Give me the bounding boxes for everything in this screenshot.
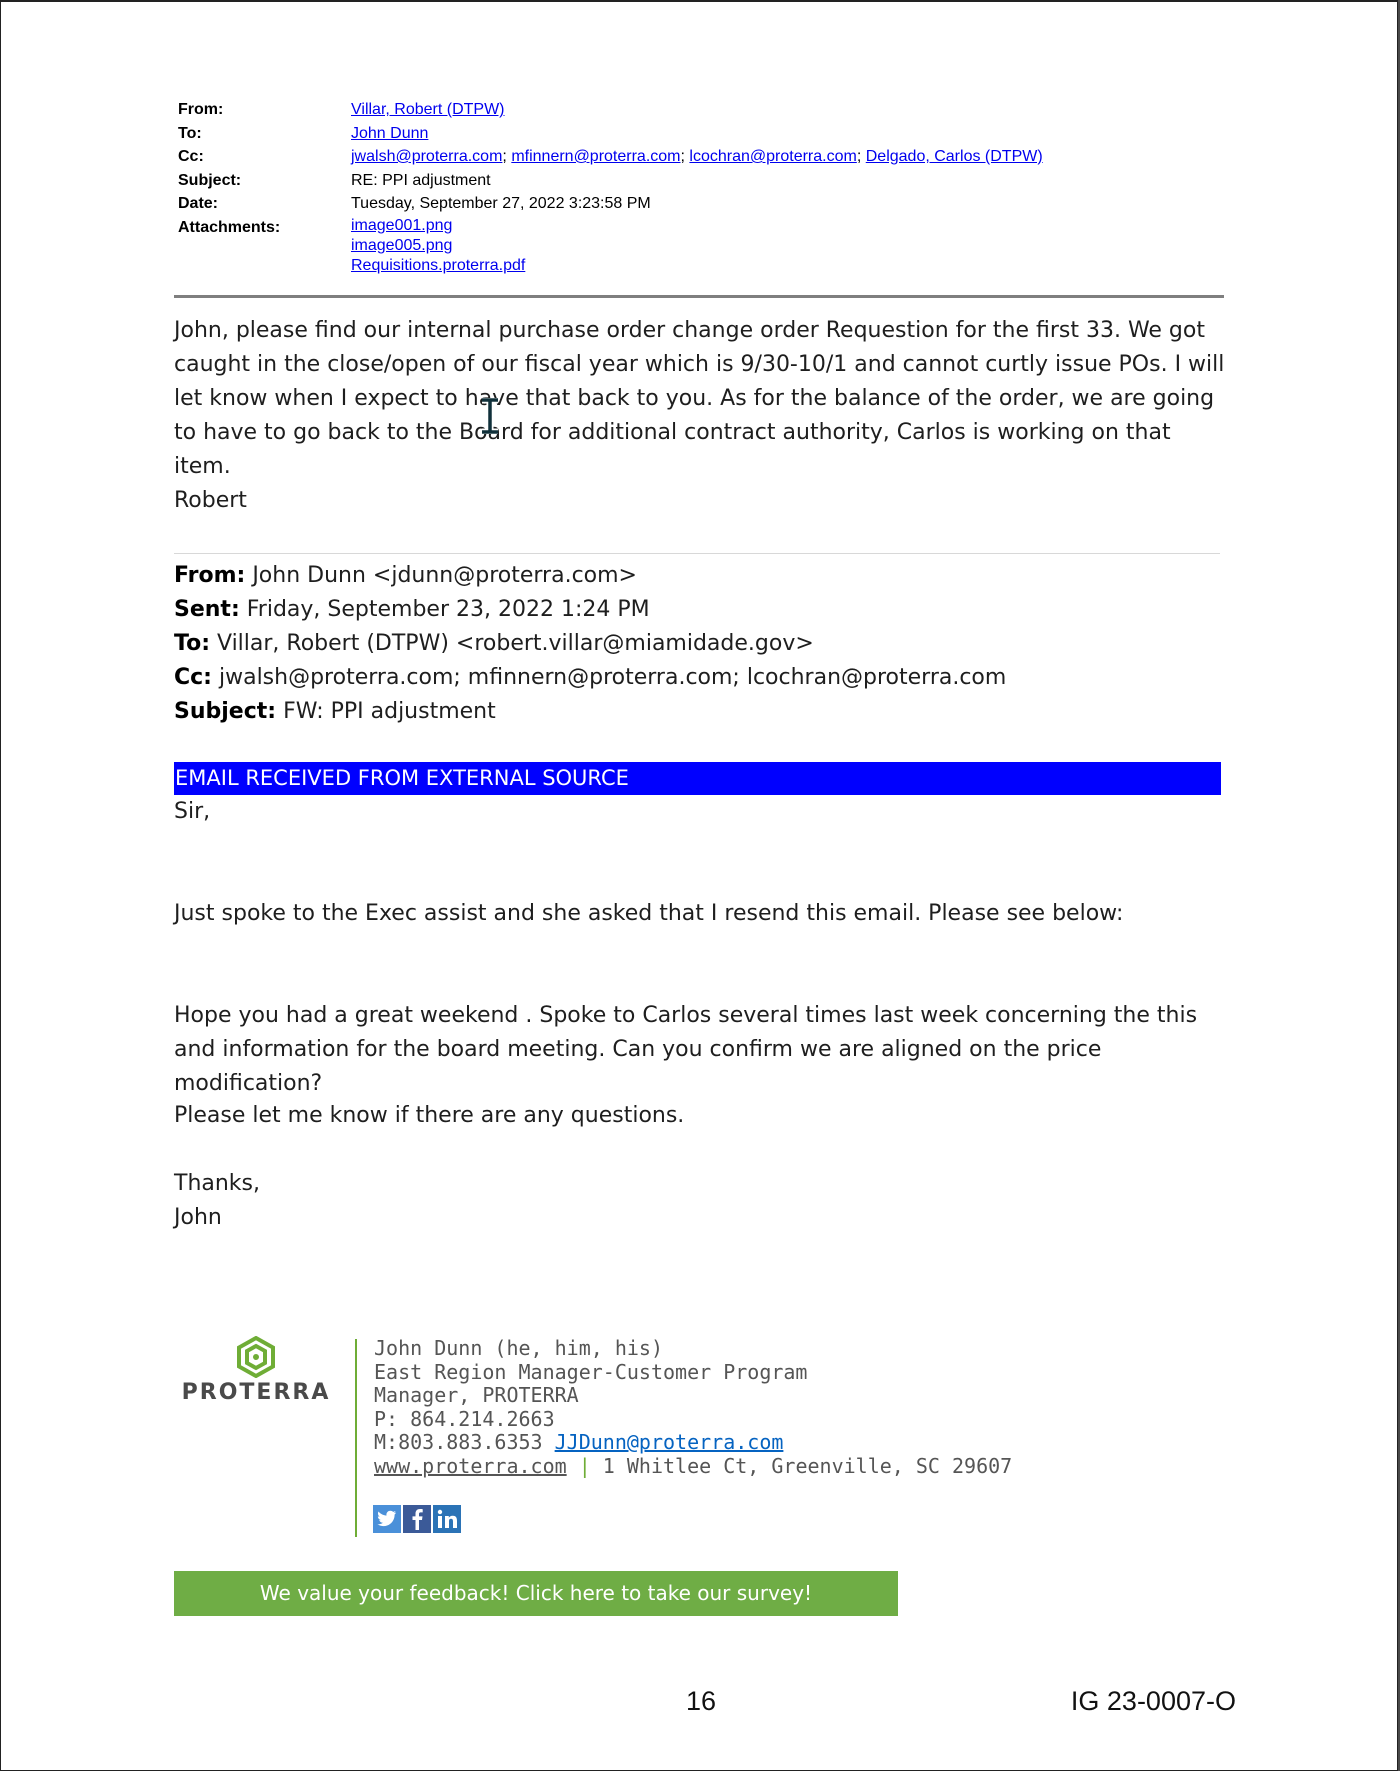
cc-separator: ; <box>502 148 507 165</box>
header-attachments-row <box>178 216 1224 276</box>
reply-signoff: Robert <box>174 488 247 513</box>
linkedin-icon[interactable] <box>433 1505 461 1533</box>
orig-cc-label: Cc: <box>174 665 212 690</box>
signature-divider <box>355 1339 357 1537</box>
date-value: Tuesday, September 27, 2022 3:23:58 PM <box>351 195 651 212</box>
orig-name: John <box>174 1205 222 1230</box>
subject-value: RE: PPI adjustment <box>351 171 491 189</box>
from-label: From: <box>178 101 224 118</box>
email-header <box>178 98 1224 276</box>
cc-link[interactable]: mfinnern@proterra.com <box>511 148 681 165</box>
orig-cc-value: jwalsh@proterra.com; mfinnern@proterra.com; lcochran@proterra.com <box>218 665 1007 690</box>
attachment-link[interactable]: image001.png <box>351 216 453 234</box>
sig-mobile-line <box>374 1431 1012 1455</box>
orig-paragraph: Please let me know if there are any questions. <box>174 1103 685 1128</box>
orig-sent-value: Friday, September 23, 2022 1:24 PM <box>246 597 650 622</box>
orig-thanks: Thanks, <box>174 1171 261 1196</box>
header-subject-row <box>178 169 1224 193</box>
from-link[interactable]: Villar, Robert (DTPW) <box>351 101 505 118</box>
attachments-label: Attachments: <box>178 218 281 236</box>
sig-phone: P: 864.214.2663 <box>374 1406 555 1431</box>
orig-subject-line <box>174 695 1234 729</box>
sig-name: John Dunn (he, him, his) <box>374 1336 663 1360</box>
external-source-banner: EMAIL RECEIVED FROM EXTERNAL SOURCE <box>174 762 1221 795</box>
header-to-row <box>178 122 1224 146</box>
cc-label: Cc: <box>178 148 204 165</box>
orig-paragraph: Hope you had a great weekend . Spoke to Carlos several times last week concerning the this and information for the board meeting. Can you confirm we are aligned on the price modification? <box>174 1003 1198 1096</box>
proterra-logo <box>172 1336 340 1406</box>
orig-sent-line <box>174 593 1234 627</box>
page-number: 16 <box>685 1686 717 1716</box>
cc-link[interactable]: Delgado, Carlos (DTPW) <box>865 148 1043 165</box>
cc-link[interactable]: jwalsh@proterra.com <box>351 148 503 165</box>
to-link[interactable]: John Dunn <box>351 124 429 142</box>
original-message-header <box>174 559 1234 729</box>
survey-banner-button[interactable]: We value your feedback! Click here to take our survey! <box>174 1571 898 1616</box>
facebook-icon[interactable] <box>403 1505 431 1533</box>
orig-subject-value: FW: PPI adjustment <box>283 699 496 724</box>
sig-address: 1 Whitlee Ct, Greenville, SC 29607 <box>602 1453 1013 1478</box>
date-label: Date: <box>178 195 219 212</box>
header-from-row <box>178 98 1224 122</box>
document-id: IG 23-0007-O <box>1070 1686 1236 1716</box>
sig-title: East Region Manager-Customer Program <box>374 1359 808 1384</box>
attachment-link[interactable]: Requisitions.proterra.pdf <box>351 256 526 274</box>
reply-body: John, please find our internal purchase order change order Requestion for the first 33. We got caught in the close/open of our fiscal year which is 9/30-10/1 and cannot curtly issue POs. I will let know when I expect to have that back to you. As for the balance of the order, we are going to have to go back to the Board for additional contract authority, Carlos is working on that item. <box>174 318 1225 479</box>
sig-separator: | <box>578 1453 591 1478</box>
orig-greeting: Sir, <box>174 799 211 824</box>
proterra-hexagon-icon <box>235 1336 277 1378</box>
twitter-icon[interactable] <box>373 1505 401 1533</box>
to-label: To: <box>178 124 202 142</box>
orig-sent-label: Sent: <box>174 597 240 622</box>
header-cc-row <box>178 145 1224 169</box>
logo-wordmark: PROTERRA <box>181 1380 331 1405</box>
orig-to-line <box>174 627 1234 661</box>
text-cursor-icon <box>479 398 501 434</box>
orig-from-line <box>174 559 1234 593</box>
cc-separator: ; <box>680 148 685 165</box>
header-date-row <box>178 192 1224 216</box>
social-links <box>373 1505 461 1533</box>
orig-from-value: John Dunn <jdunn@proterra.com> <box>252 563 637 588</box>
header-divider <box>174 295 1224 298</box>
cc-link[interactable]: lcochran@proterra.com <box>689 148 857 165</box>
quote-divider <box>174 553 1220 554</box>
orig-cc-line <box>174 661 1234 695</box>
orig-to-value: Villar, Robert (DTPW) <robert.villar@miamidade.gov> <box>217 631 814 656</box>
email-signature <box>374 1337 1012 1479</box>
sig-web-line <box>374 1455 1012 1479</box>
orig-to-label: To: <box>174 631 210 656</box>
sig-website-link[interactable]: www.proterra.com <box>374 1453 567 1478</box>
sig-title-cont: Manager, PROTERRA <box>374 1383 579 1408</box>
cc-separator: ; <box>856 148 862 165</box>
orig-paragraph: Just spoke to the Exec assist and she asked that I resend this email. Please see below: <box>174 901 1124 926</box>
orig-subject-label: Subject: <box>174 699 277 724</box>
orig-from-label: From: <box>174 563 246 588</box>
subject-label: Subject: <box>178 171 242 189</box>
sig-email-link[interactable]: JJDunn@proterra.com <box>554 1430 784 1455</box>
attachment-link[interactable]: image005.png <box>351 236 453 254</box>
sig-mobile: M:803.883.6353 <box>374 1430 543 1455</box>
